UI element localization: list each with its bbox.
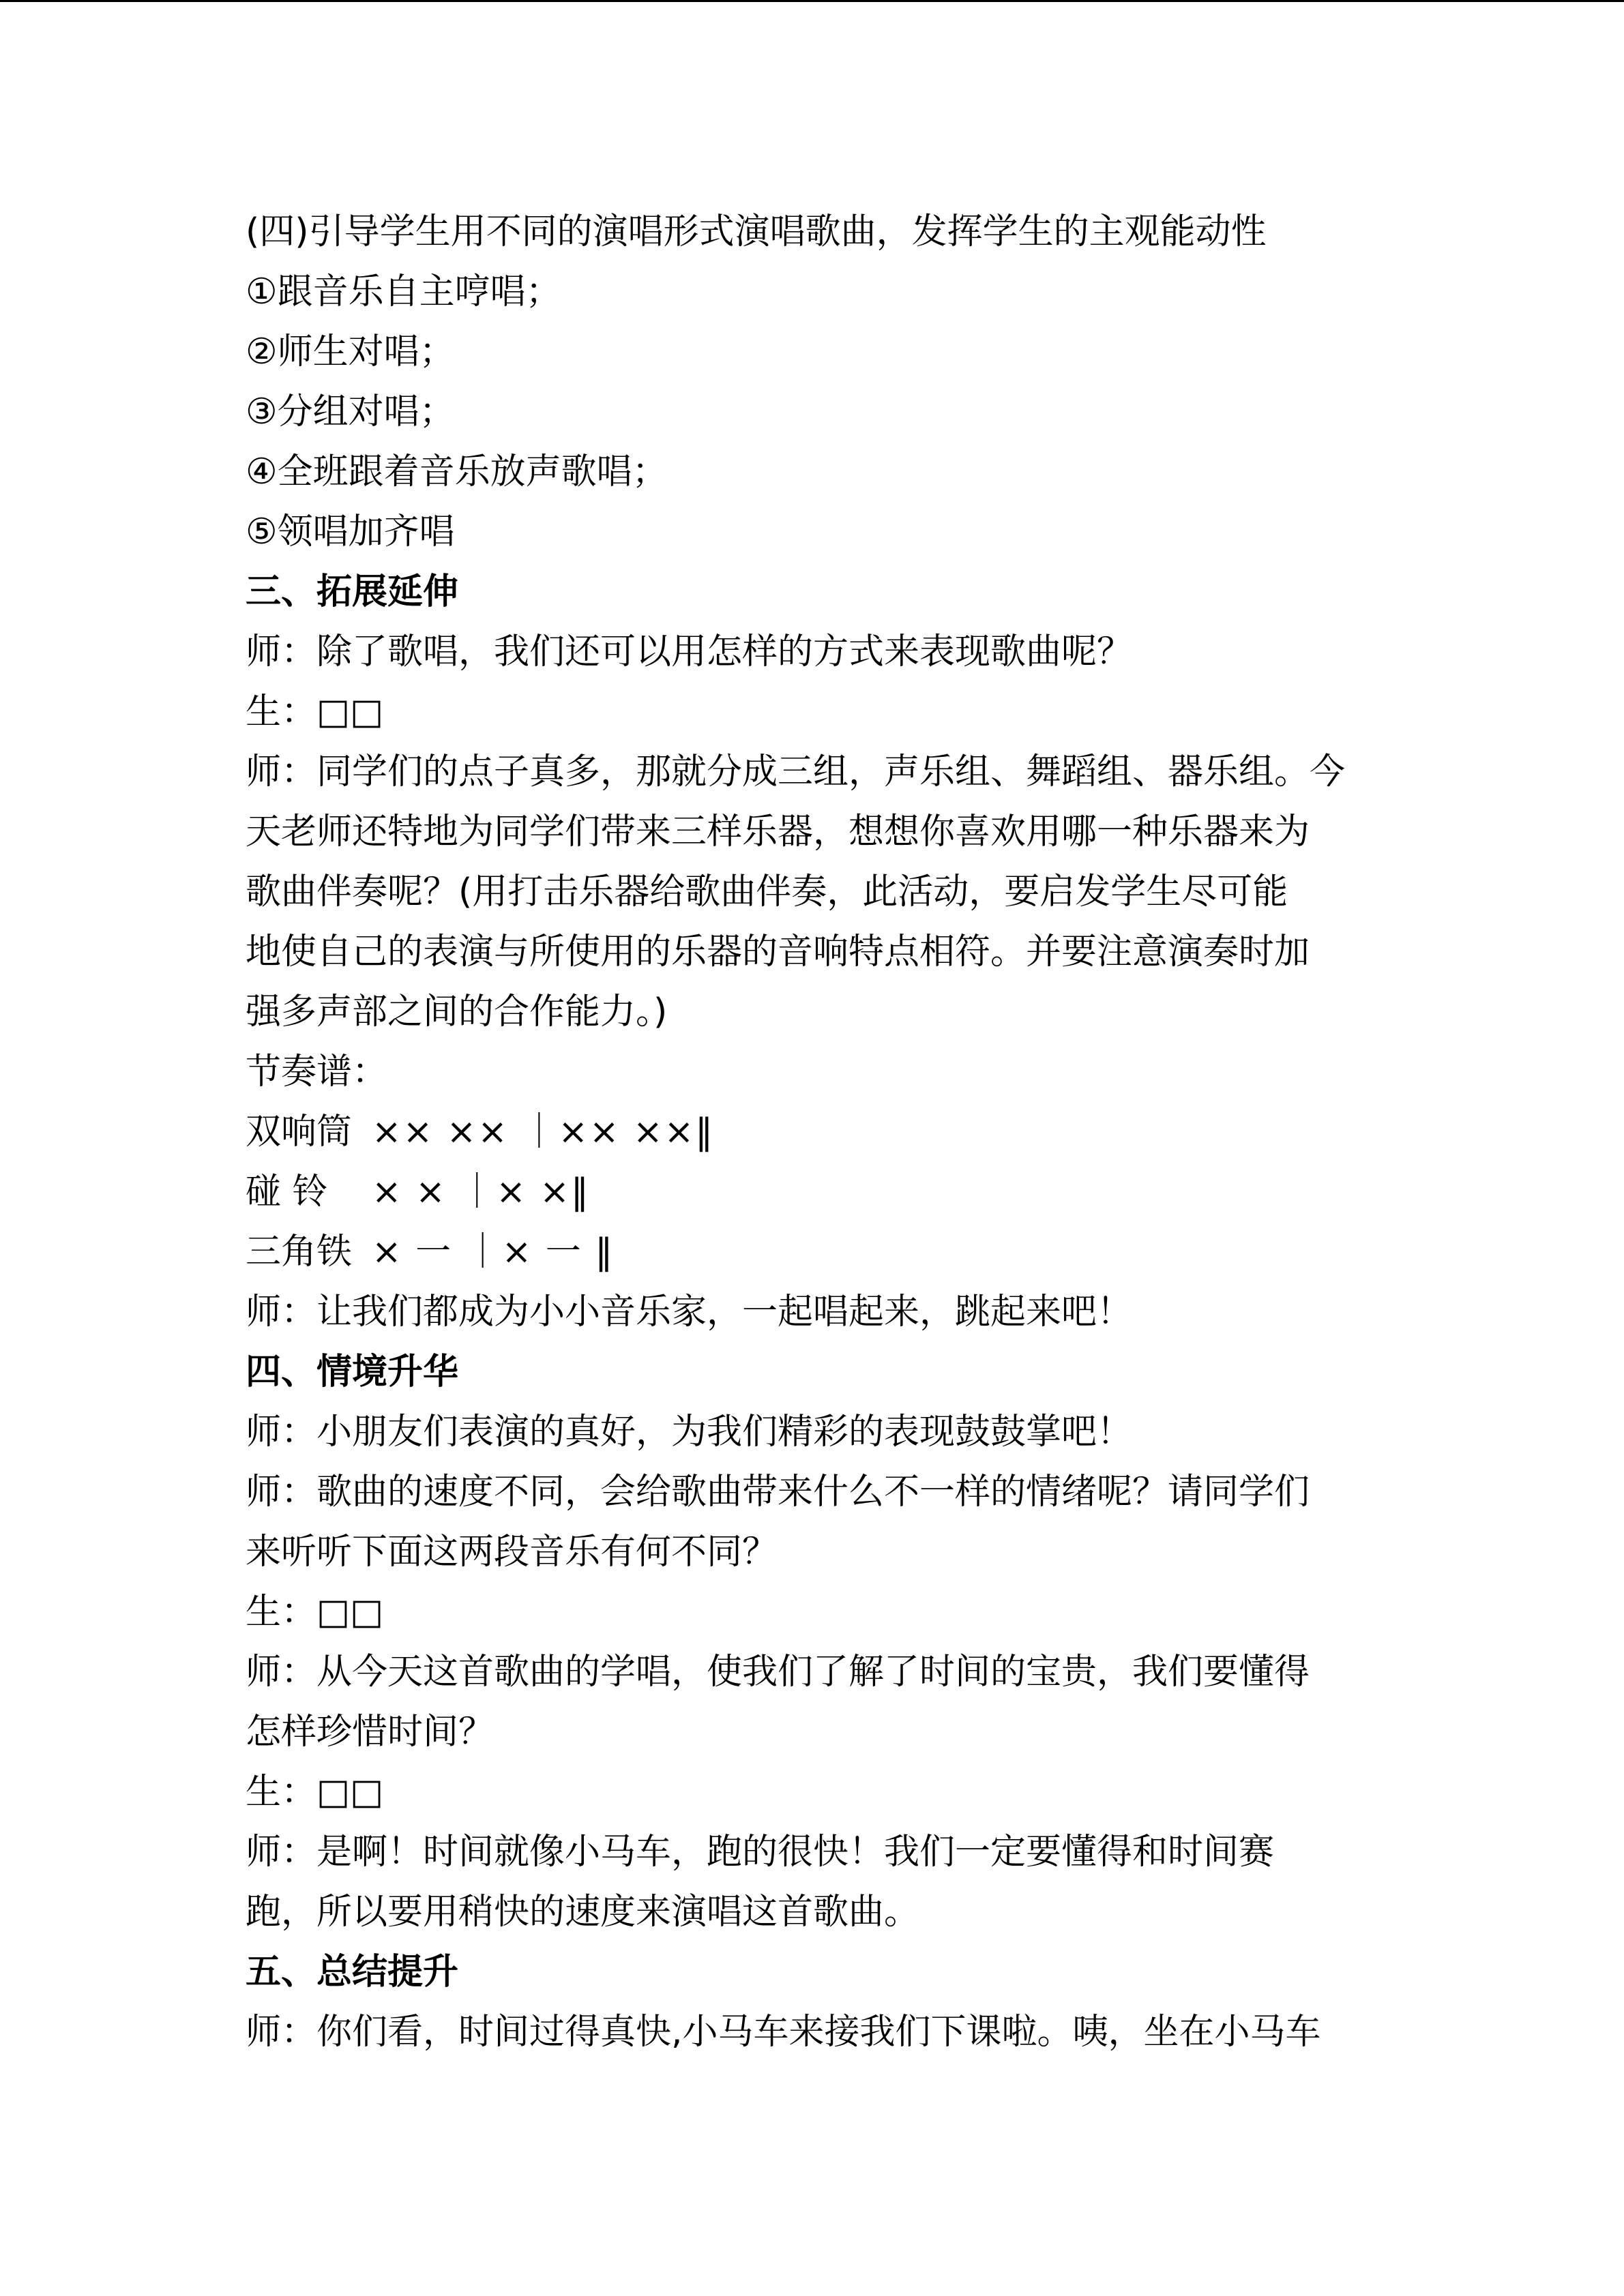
text-line: 师：你们看，时间过得真快,小马车来接我们下课啦。咦，坐在小马车	[246, 2012, 1321, 2053]
text-line: 师：同学们的点子真多，那就分成三组，声乐组、舞蹈组、器乐组。今	[246, 751, 1346, 792]
text-line: 生：□□	[246, 1772, 384, 1813]
instrument-label: 碰 铃	[246, 1172, 328, 1212]
rhythm-row	[246, 1222, 1391, 1282]
rhythm-beats: × × ｜× ×‖	[372, 1172, 590, 1212]
text-line: 师：是啊！时间就像小马车，跑的很快！我们一定要懂得和时间赛	[246, 1832, 1275, 1873]
rhythm-row	[246, 1102, 1391, 1162]
text-line: 生：□□	[246, 691, 384, 732]
text-line: (四)引导学生用不同的演唱形式演唱歌曲，发挥学生的主观能动性	[246, 211, 1267, 252]
text-line: 怎样珍惜时间？	[246, 1712, 494, 1753]
rhythm-notation	[246, 1102, 1391, 1282]
section-heading: 三、拓展延伸	[246, 571, 459, 612]
text-line: ⑤领唱加齐唱	[246, 511, 455, 552]
text-line: 师：小朋友们表演的真好，为我们精彩的表现鼓鼓掌吧！	[246, 1412, 1133, 1452]
text-block-1	[246, 202, 1391, 1102]
text-line: 师：从今天这首歌曲的学唱，使我们了解了时间的宝贵，我们要懂得	[246, 1652, 1310, 1693]
text-line: 生：□□	[246, 1592, 384, 1632]
section-heading: 四、情境升华	[246, 1352, 459, 1392]
instrument-label: 双响筒	[246, 1112, 353, 1152]
text-line: 节奏谱：	[246, 1052, 388, 1092]
text-line: 歌曲伴奏呢？(用打击乐器给歌曲伴奏，此活动，要启发学生尽可能	[246, 871, 1288, 912]
text-line: 师：让我们都成为小小音乐家，一起唱起来，跳起来吧！	[246, 1292, 1133, 1332]
instrument-label: 三角铁	[246, 1232, 353, 1272]
section-heading: 五、总结提升	[246, 1952, 459, 1993]
text-line: 来听听下面这两段音乐有何不同？	[246, 1532, 778, 1572]
top-border	[0, 0, 1624, 2]
text-line: 跑，所以要用稍快的速度来演唱这首歌曲。	[246, 1892, 920, 1933]
text-line: ②师生对唱；	[246, 331, 455, 372]
text-line: ④全班跟着音乐放声歌唱；	[246, 451, 668, 492]
rhythm-beats: × 一 ｜× 一 ‖	[372, 1232, 615, 1272]
text-line: 地使自己的表演与所使用的乐器的音响特点相符。并要注意演奏时加	[246, 931, 1310, 972]
text-block-2	[246, 1282, 1391, 2062]
text-line: 强多声部之间的合作能力。)	[246, 992, 668, 1032]
text-line: 师：歌曲的速度不同，会给歌曲带来什么不一样的情绪呢？请同学们	[246, 1472, 1310, 1512]
document-body	[246, 202, 1391, 2062]
text-line: 师：除了歌唱，我们还可以用怎样的方式来表现歌曲呢？	[246, 631, 1133, 672]
text-line: ①跟音乐自主哼唱；	[246, 271, 561, 312]
rhythm-beats: ×× ×× ｜×× ××‖	[372, 1112, 715, 1152]
text-line: 天老师还特地为同学们带来三样乐器，想想你喜欢用哪一种乐器来为	[246, 811, 1310, 852]
text-line: ③分组对唱；	[246, 391, 455, 432]
rhythm-row	[246, 1162, 1391, 1222]
